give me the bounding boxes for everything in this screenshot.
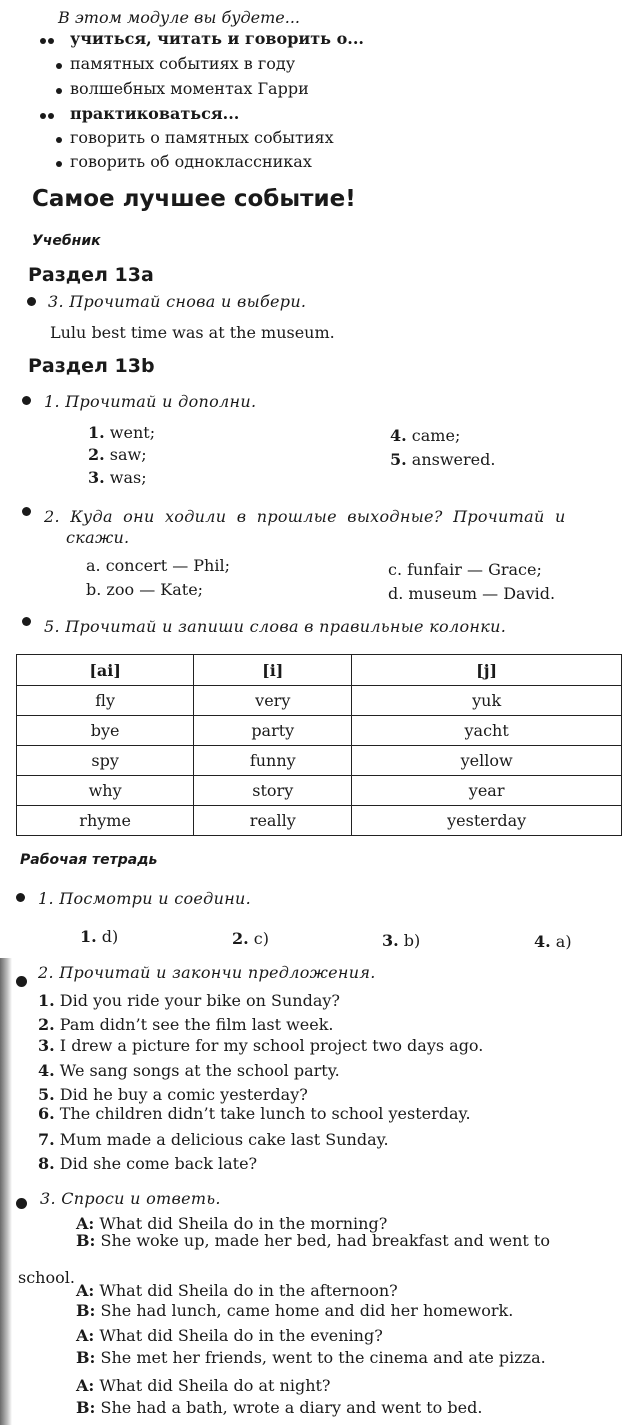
answer-item: c. funfair — Grace; xyxy=(388,560,542,579)
bullet-icon xyxy=(48,113,54,119)
bullet-icon xyxy=(40,113,46,119)
table-cell: rhyme xyxy=(17,806,194,836)
answer-item: 3. was; xyxy=(88,468,147,487)
answer-item: a. concert — Phil; xyxy=(86,556,230,575)
answer-item: 5. answered. xyxy=(390,450,496,469)
workbook-task-1-label: 1. Посмотри и соедини. xyxy=(38,889,252,908)
table-header-cell: [ai] xyxy=(17,655,194,686)
table-header-cell: [j] xyxy=(352,655,622,686)
table-header-row xyxy=(17,655,622,686)
dialogue-line: B: She woke up, made her bed, had breakfast and went to xyxy=(76,1231,550,1250)
sentence-item: 1. Did you ride your bike on Sunday? xyxy=(38,991,341,1010)
section-13b-heading: Раздел 13b xyxy=(28,355,155,377)
bullet-icon xyxy=(56,63,62,69)
answer-item: 1. went; xyxy=(88,423,156,442)
page-title: Самое лучшее событие! xyxy=(32,186,356,212)
intro-item: говорить о памятных событиях xyxy=(70,128,334,147)
bullet-icon xyxy=(22,617,31,626)
intro-item: волшебных моментах Гарри xyxy=(70,79,309,98)
dialogue-line: A: What did Sheila do at night? xyxy=(76,1376,331,1395)
table-cell: story xyxy=(194,776,352,806)
intro-item: учиться, читать и говорить о... xyxy=(70,29,364,48)
sentence-item: 7. Mum made a delicious cake last Sunday. xyxy=(38,1130,389,1149)
sentence-item: 2. Pam didn’t see the film last week. xyxy=(38,1015,334,1034)
bullet-icon xyxy=(22,396,31,405)
bullet-icon xyxy=(56,137,62,143)
answer-item: 4. a) xyxy=(534,932,572,951)
bullet-icon xyxy=(27,297,36,306)
table-cell: party xyxy=(194,716,352,746)
task-13a-3-label: 3. Прочитай снова и выбери. xyxy=(48,292,307,311)
dialogue-line: A: What did Sheila do in the morning? xyxy=(76,1214,388,1233)
workbook-label: Рабочая тетрадь xyxy=(20,852,158,868)
intro-item: говорить об одноклассниках xyxy=(70,152,312,171)
bullet-icon xyxy=(48,38,54,44)
table-cell: bye xyxy=(17,716,194,746)
table-header-cell: [i] xyxy=(194,655,352,686)
intro-item: памятных событиях в году xyxy=(70,54,296,73)
answer-item: 3. b) xyxy=(382,931,421,950)
table-cell: very xyxy=(194,686,352,716)
bullet-icon xyxy=(56,88,62,94)
workbook-task-2-label: 2. Прочитай и закончи предложения. xyxy=(38,963,376,982)
textbook-label: Учебник xyxy=(32,233,101,249)
table-cell: yellow xyxy=(352,746,622,776)
section-13a-heading: Раздел 13a xyxy=(28,264,154,286)
table-cell: spy xyxy=(17,746,194,776)
task-13a-3-answer: Lulu best time was at the museum. xyxy=(50,323,335,342)
table-cell: year xyxy=(352,776,622,806)
table-cell: really xyxy=(194,806,352,836)
task-13b-5-label: 5. Прочитай и запиши слова в правильные колонки. xyxy=(44,617,507,636)
task-13b-2-label: 2. Куда они ходили в прошлые выходные? Прочитай и xyxy=(44,507,566,526)
dialogue-line: A: What did Sheila do in the afternoon? xyxy=(76,1281,398,1300)
table-cell: fly xyxy=(17,686,194,716)
sentence-item: 6. The children didn’t take lunch to school yesterday. xyxy=(38,1104,471,1123)
bullet-icon xyxy=(56,161,62,167)
table-cell: yuk xyxy=(352,686,622,716)
dialogue-line: school. xyxy=(18,1268,75,1287)
sentence-item: 3. I drew a picture for my school project two days ago. xyxy=(38,1036,484,1055)
workbook-task-3-label: 3. Спроси и ответь. xyxy=(40,1189,221,1208)
phonics-table xyxy=(16,654,622,836)
table-cell: yesterday xyxy=(352,806,622,836)
answer-item: 2. c) xyxy=(232,929,269,948)
bullet-icon xyxy=(40,38,46,44)
answer-item: d. museum — David. xyxy=(388,584,556,603)
table-row xyxy=(17,776,622,806)
answer-item: 4. came; xyxy=(390,426,461,445)
answer-item: 1. d) xyxy=(80,927,119,946)
dialogue-line: B: She had lunch, came home and did her homework. xyxy=(76,1301,514,1320)
task-13b-1-label: 1. Прочитай и дополни. xyxy=(44,392,257,411)
table-row xyxy=(17,746,622,776)
table-row xyxy=(17,686,622,716)
table-row xyxy=(17,806,622,836)
dialogue-line: B: She met her friends, went to the cinema and ate pizza. xyxy=(76,1348,546,1367)
bullet-icon xyxy=(22,507,31,516)
table-cell: why xyxy=(17,776,194,806)
task-13b-2-label-cont: скажи. xyxy=(66,528,130,547)
sentence-item: 8. Did she come back late? xyxy=(38,1154,258,1173)
table-cell: yacht xyxy=(352,716,622,746)
intro-heading: В этом модуле вы будете... xyxy=(58,8,301,27)
intro-item: практиковаться... xyxy=(70,104,240,123)
sentence-item: 4. We sang songs at the school party. xyxy=(38,1061,340,1080)
dialogue-line: A: What did Sheila do in the evening? xyxy=(76,1326,383,1345)
answer-item: 2. saw; xyxy=(88,445,147,464)
sentence-item: 5. Did he buy a comic yesterday? xyxy=(38,1085,308,1104)
bullet-icon xyxy=(16,893,25,902)
table-cell: funny xyxy=(194,746,352,776)
table-row xyxy=(17,716,622,746)
bullet-icon xyxy=(16,976,27,987)
dialogue-line: B: She had a bath, wrote a diary and went to bed. xyxy=(76,1398,483,1417)
bullet-icon xyxy=(16,1198,27,1209)
answer-item: b. zoo — Kate; xyxy=(86,580,204,599)
scan-edge-shadow xyxy=(0,958,12,1425)
